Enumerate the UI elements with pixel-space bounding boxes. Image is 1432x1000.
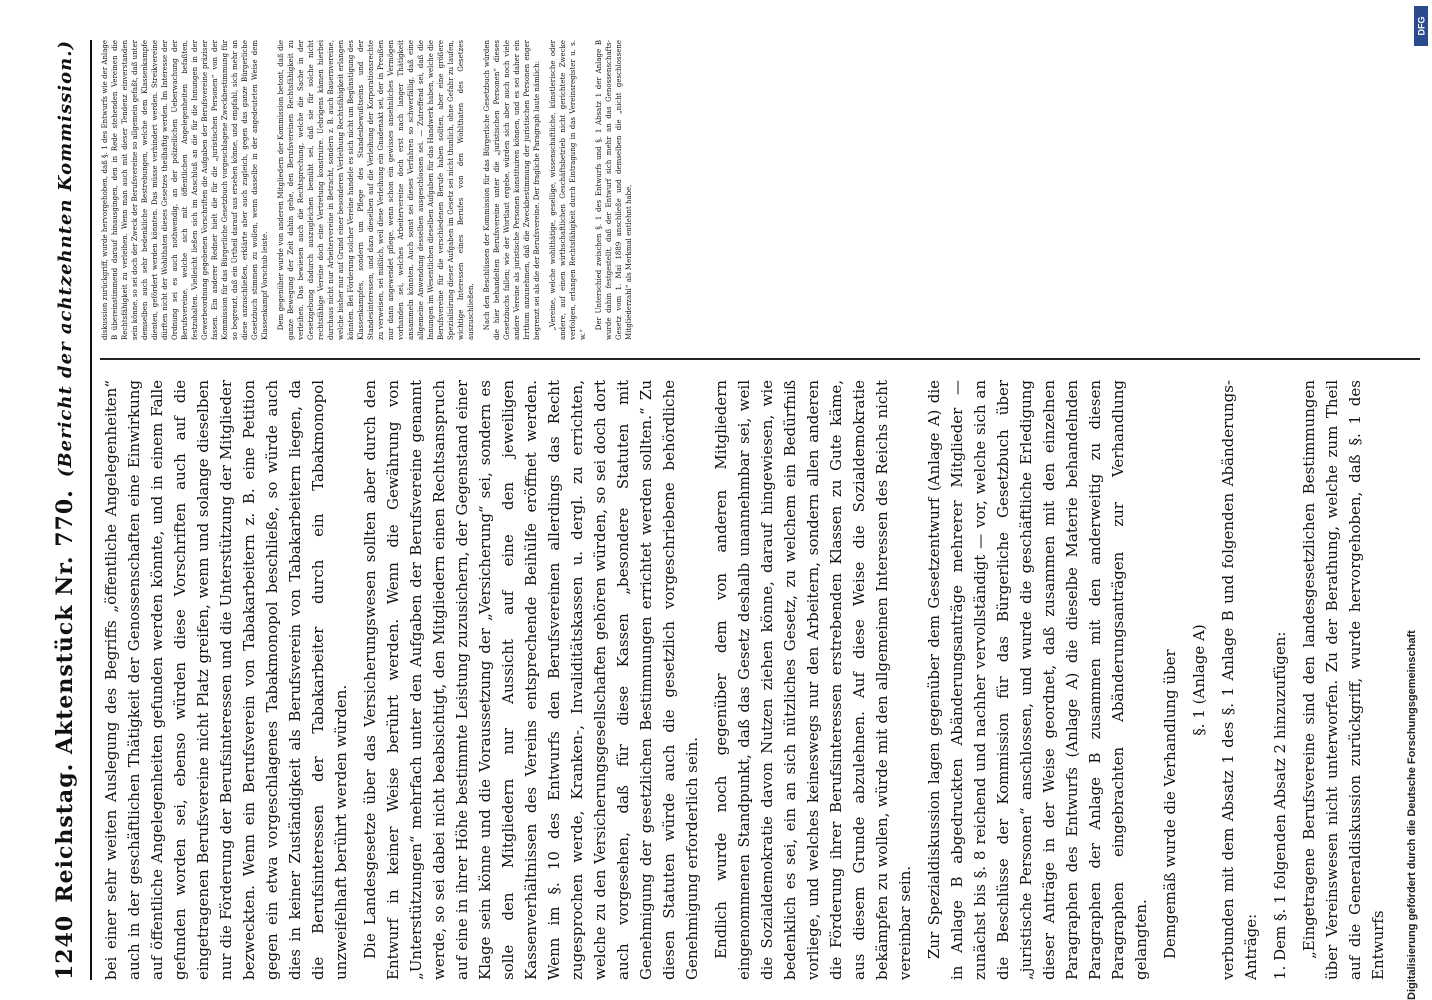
paragraph: Nach den Beschlüssen der Kommission für das Bürgerliche Gesetzbuch würden die hier behandelten Berufsvereine unter die „juristischen Personen“ dieses Gesetzbuchs fallen; wie der Wortlaut ergebe, würden sich aber auch noch viele andere Vereine als juristische Personen konstituiren können, und es sei daher ein Irrthum anzunehmen, daß die Zweckbestimmung der juristischen Personen enger begrenzt sei als die der Berufsvereine. Der fragliche Paragraph laute nämlich: — [483, 40, 541, 340]
paragraph: 1. Dem §. 1 folgenden Absatz 2 hinzuzufügen: — [1271, 631, 1289, 980]
right-column — [100, 40, 640, 340]
paragraph: diskussion zurückgriff, wurde hervorgehoben, daß §. 1 des Entwurfs wie der Anlage B übereinstimmend darauf hinausgingen, den in Rede stehenden Vereinen die Rechtsfähigkeit zu verleihen. Wenn man auch mit dieser Tendenz einverstanden sein könne, so sei doch der Zweck der Berufsvereine so allgemein gefaßt, daß unter demselben auch sehr bedenkliche Bestrebungen, welche dem Klassenkampfe dienten, gefördert werden könnten. Das müsse verhindert werden. Streikvereine dürften nicht der Wohlthaten dieses Gesetzes theilhaftig werden. Im Interesse der Ordnung sei es auch nothwendig, an der polizeilichen Ueberwachung der Berufsvereine, welche sich mit öffentlichen Angelegenheiten befaßten, festzuhalten. Vielleicht ließen sich im Anschluß an die für die Innungen in der Gewerbeordnung gegebenen Vorschriften die Aufgaben der Berufsvereine präziser fassen. Ein anderer Redner hielt die für die „juristischen Personen“ von der Kommission für das Bürgerliche Gesetzbuch vorgeschlagene Zweckbestimmung für so begrenzt, daß ein Urtheil darauf aus ersehen könne, und empfahl, sich mehr an diese anzuschließen, erklärte aber auch zugleich, gegen das ganze Bürgerliche Gesetzbuch stimmen zu wollen, wenn dasselbe in der angedeuteten Weise dem Klassenkampf Vorschub leiste. — [101, 40, 269, 340]
paragraph: Der Unterschied zwischen §. 1 des Entwurfs und §. 1 Absatz 1 der Anlage B wurde dahin festgestellt, daß der Entwurf sich mehr an das Genossenschafts-Gesetz vom 1. Mai 1889 anschließe und demselben die „nicht geschlossene Mitgliederzahl“ als Merkmal entlehnt habe, — [595, 40, 633, 340]
paragraph: verbunden mit dem Absatz 1 des §. 1 Anlage B und folgenden Abänderungs-Anträge: — [1219, 380, 1260, 980]
document-title: Reichstag. Aktenstück Nr. 770. — [52, 489, 78, 903]
quotation: „Vereine, welche wohlthätige, gesellige, wissenschaftliche, künstlerische oder andere, auf einen wirthschaftlichen Geschäftsbetrieb nicht gerichtete Zwecke verfolgen, erlangen Rechtsfähigkeit durch Eintragung in das Vereinsregister u. s. w.“ — [549, 40, 587, 340]
paragraph: bei einer sehr weiten Auslegung des Begriffs „öffentliche Angelegenheiten“ auch in der geschäftlichen Thätigkeit der Genossenschaften eine Einwirkung auf öffentliche Angelegenheiten gefunden werden könnte, und in einem Falle gefunden worden sei, ebenso würden diese Vorschriften auch auf die eingetragenen Berufsvereine nicht Platz greifen, wenn und solange dieselben nur die Förderung der Berufsinteressen und die Unterstützung der Mitglieder bezweckten. Wenn ein Berufsverein von Tabakarbeitern z. B. eine Petition gegen ein etwa vorgeschlagenes Tabakmonopol beschließe, so würde auch dies in keiner Zuständigkeit als Berufsverein von Tabakarbeitern liegen, da die Berufsinteressen der Tabakarbeiter durch ein Tabakmonopol unzweifelhaft berührt werden würden. — [102, 380, 350, 980]
rotated-sheet — [40, 40, 1420, 980]
digitization-note: Digitalisierung gefördert durch die Deutsche Forschungsgemeinschaft — [1406, 630, 1418, 1000]
section-title: (Bericht der achtzehnten Kommission.) — [54, 40, 76, 478]
column-divider — [100, 359, 1420, 361]
running-head — [40, 40, 92, 980]
paragraph: Zur Spezialdiskussion lagen gegenüber dem Gesetzentwurf (Anlage A) die in Anlage B abgedruckten Abänderungsanträge mehrerer Mitglieder — zunächst bis §. 8 reichend und nachher vervollständigt — vor, welche sich an die Beschlüsse der Kommission für das Bürgerliche Gesetzbuch über „juristische Personen“ anschlossen, und wurde die geschäftliche Erledigung dieser Anträge in der Weise geordnet, daß zusammen mit den einzelnen Paragraphen des Entwurfs (Anlage A) die dieselbe Materie behandelnden Paragraphen der Anlage B zusammen mit den anderweitig zu diesen Paragraphen eingebrachten Abänderungsanträgen zur Verhandlung gelangten. — [925, 380, 1150, 980]
paragraph: Die Landesgesetze über das Versicherungswesen sollten aber durch den Entwurf in keiner Weise berührt werden. Wenn die Gewährung von „Unterstützungen“ mehrfach unter den Aufgaben der Berufsvereine genannt werde, so sei dabei nicht beabsichtigt, den Mitgliedern einen Rechtsanspruch auf eine in ihrer Höhe bestimmte Leistung zuzusichern, der Gegenstand einer Klage sein könne und die Voraussetzung der „Versicherung“ sei, sondern es solle den Mitgliedern nur Aussicht auf eine den jeweiligen Kassenverhältnissen des Vereins entsprechende Beihülfe eröffnet werden. Wenn im §. 10 des Entwurfs den Berufsvereinen allerdings das Recht zugesprochen werde, Kranken-, Invaliditätskassen u. dergl. zu errichten, welche zu den Versicherungsgesellschaften gehören würden, so sei doch dort auch vorgesehen, daß für diese Kassen „besondere Statuten mit Genehmigung der gesetzlichen Bestimmungen errichtet werden sollten.“ Zu diesen Statuten würde auch die gesetzlich vorgeschriebene behördliche Genehmigung erforderlich sein. — [361, 380, 701, 980]
section-heading: §. 1 (Anlage A) — [1190, 624, 1208, 736]
page-number: 1240 — [52, 914, 78, 980]
dfg-logo: DFG — [1414, 6, 1428, 46]
paragraph: Dem gegenüber wurde von anderen Mitgliedern der Kommission betont, daß die ganze Bewegung der Zeit dahin gehe, den Berufsvereinen Rechtsfähigkeit zu verleihen. Das bewiesen auch die Rechtsprechung, welche die Sache in der Gesetzgebung dadurch auszugleichen bemüht sei, daß sie für solche nicht rechtsfähige Vereine doch eine Vertretung konstruire. Uebrigens kämen hierbei durchaus nicht nur Arbeitervereine in Betracht, sondern z. B. auch Bauernvereine, welche bisher nur auf Grund einer besonderen Verleihung Rechtsfähigkeit erlangen könnten. Bei Förderung solcher Vereine handele es sich nicht um Begünstigung des Klassenkampfes, sondern um Pflege des Standesbewußtseins und der Standesinteressen, und dazu dieselben auf die Verleihung der Korporationsrechte zu verweisen, sei mißlich, weil diese Verleihung ein Gnadenakt sei, der in Preußen nur dann angewendet pflege, wenn schon ein gewisses ansehnliches Vermögen vorhanden sei, welches Arbeitervereine doch erst nach langer Thätigkeit ansammeln könnten. Auch sonst sei dieses Verfahren so schwerfällig, daß eine allgemeine Anwendung desselben ausgeschlossen sei. — Zutreffend sei, daß die Innungen im Wesentlichen dieselben Aufgaben für das Handwerk haben, welche die Berufsvereine für die verschiedenen Berufe haben sollten, aber eine größere Spezialisirung dieser Aufgaben im Gesetz sei nicht thunlich, ohne Gefahr zu laufen, wichtige Interessen eines Berufes von den Wohlthaten des Gesetzes auszuschließen. — [277, 40, 475, 340]
left-column — [100, 380, 1410, 980]
paragraph: „Eingetragene Berufsvereine sind den landesgesetzlichen Bestimmungen über Vereinswesen nicht unterworfen. Zu der Berathung, welche zum Theil auf die Generaldiskussion zurückgriff, wurde hervorgehoben, daß §. 1 des Entwurfs — [1300, 380, 1387, 980]
paragraph: Endlich wurde noch gegenüber dem von anderen Mitgliedern eingenommenen Standpunkt, daß das Gesetz deshalb unannehmbar sei, weil die Sozialdemokratie davon Nutzen ziehen könne, darauf hingewiesen, wie bedenklich es sei, ein an sich nützliches Gesetz, zu welchem ein Bedürfniß vorliege, und welches keineswegs nur den Arbeitern, sondern allen anderen die Förderung ihrer Berufsinteressen erstrebenden Klassen zu Gute käme, aus diesem Grunde abzulehnen. Auf diese Weise die Sozialdemokratie bekämpfen zu wollen, würde mit den allgemeinen Interessen des Reichs nicht vereinbar sein. — [712, 380, 914, 980]
paragraph: Demgemäß wurde die Verhandlung über — [1161, 649, 1179, 959]
